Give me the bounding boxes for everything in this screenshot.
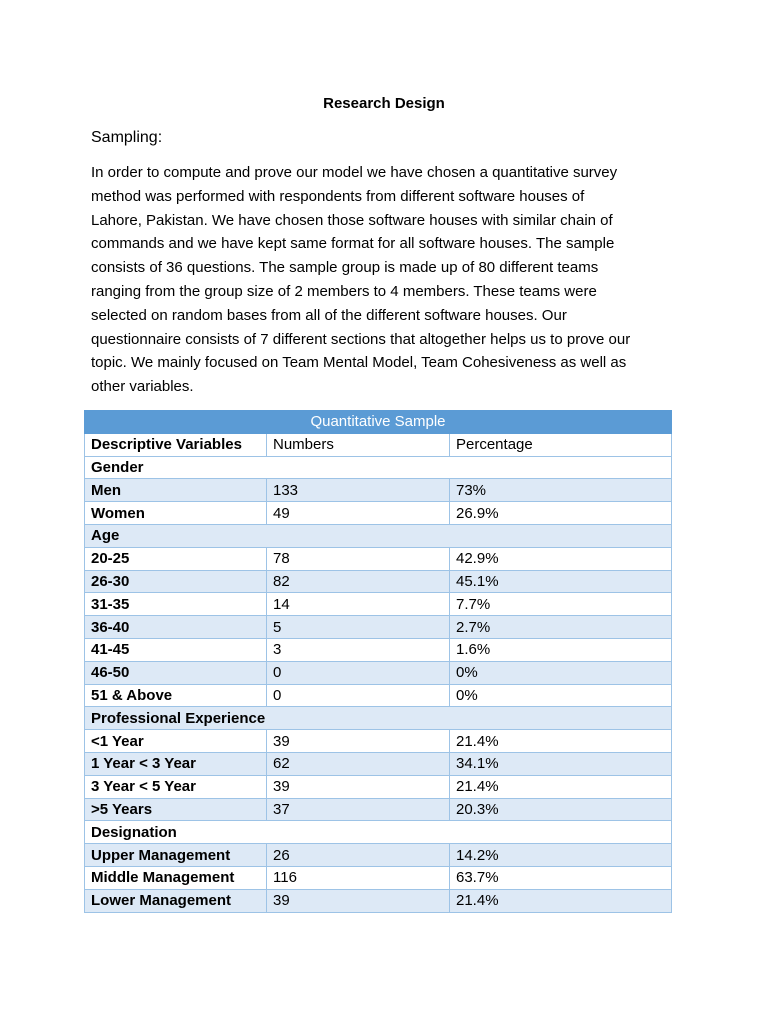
row-label: Women	[85, 502, 267, 525]
group-label: Professional Experience	[85, 707, 672, 730]
row-label: 26-30	[85, 570, 267, 593]
group-label: Designation	[85, 821, 672, 844]
row-percentage: 7.7%	[450, 593, 672, 616]
column-header-percentage: Percentage	[450, 433, 672, 456]
row-percentage: 26.9%	[450, 502, 672, 525]
body-paragraph	[91, 161, 683, 399]
group-label: Age	[85, 524, 672, 547]
table-row	[85, 502, 672, 525]
column-header-variables: Descriptive Variables	[85, 433, 267, 456]
row-number: 26	[267, 844, 450, 867]
row-label: 31-35	[85, 593, 267, 616]
row-label: 51 & Above	[85, 684, 267, 707]
table-row	[85, 730, 672, 753]
paragraph-line: ranging from the group size of 2 members to 4 members. These teams were	[91, 282, 597, 300]
row-label: Lower Management	[85, 889, 267, 912]
row-number: 0	[267, 684, 450, 707]
table-row	[85, 889, 672, 912]
paragraph-line: consists of 36 questions. The sample group is made up of 80 different teams	[91, 259, 599, 277]
row-number: 5	[267, 616, 450, 639]
row-number: 37	[267, 798, 450, 821]
table-group-row	[85, 821, 672, 844]
table-header-row	[85, 433, 672, 456]
row-percentage: 0%	[450, 684, 672, 707]
table-caption: Quantitative Sample	[85, 411, 672, 434]
row-percentage: 0%	[450, 661, 672, 684]
table-row	[85, 570, 672, 593]
page-title: Research Design	[323, 95, 445, 112]
row-number: 133	[267, 479, 450, 502]
row-label: <1 Year	[85, 730, 267, 753]
row-number: 49	[267, 502, 450, 525]
table-group-row	[85, 456, 672, 479]
row-label: 41-45	[85, 638, 267, 661]
paragraph-line: Lahore, Pakistan. We have chosen those software houses with similar chain of	[91, 211, 613, 229]
table-body	[85, 456, 672, 912]
row-number: 78	[267, 547, 450, 570]
row-number: 116	[267, 866, 450, 889]
row-percentage: 34.1%	[450, 752, 672, 775]
column-header-numbers: Numbers	[267, 433, 450, 456]
table-row	[85, 661, 672, 684]
table-row	[85, 752, 672, 775]
row-percentage: 20.3%	[450, 798, 672, 821]
table-row	[85, 616, 672, 639]
section-heading: Sampling:	[91, 129, 163, 146]
row-label: 36-40	[85, 616, 267, 639]
paragraph-line: questionnaire consists of 7 different sections that altogether helps us to prove our	[91, 330, 631, 348]
row-number: 62	[267, 752, 450, 775]
row-percentage: 2.7%	[450, 616, 672, 639]
row-number: 3	[267, 638, 450, 661]
table-group-row	[85, 707, 672, 730]
table-row	[85, 638, 672, 661]
group-label: Gender	[85, 456, 672, 479]
row-percentage: 21.4%	[450, 730, 672, 753]
paragraph-line: method was performed with respondents from different software houses of	[91, 187, 585, 205]
row-label: >5 Years	[85, 798, 267, 821]
row-number: 39	[267, 730, 450, 753]
row-percentage: 63.7%	[450, 866, 672, 889]
row-percentage: 14.2%	[450, 844, 672, 867]
row-percentage: 21.4%	[450, 889, 672, 912]
row-label: Middle Management	[85, 866, 267, 889]
row-label: 20-25	[85, 547, 267, 570]
table-row	[85, 547, 672, 570]
row-percentage: 1.6%	[450, 638, 672, 661]
row-number: 14	[267, 593, 450, 616]
row-number: 82	[267, 570, 450, 593]
table-group-row	[85, 524, 672, 547]
row-percentage: 42.9%	[450, 547, 672, 570]
table-caption-row	[85, 411, 672, 434]
table-row	[85, 593, 672, 616]
row-percentage: 73%	[450, 479, 672, 502]
paragraph-line: commands and we have kept same format for all software houses. The sample	[91, 235, 615, 253]
table-row	[85, 844, 672, 867]
row-percentage: 21.4%	[450, 775, 672, 798]
quantitative-sample-table	[84, 410, 672, 913]
row-label: Men	[85, 479, 267, 502]
paragraph-line: In order to compute and prove our model we have chosen a quantitative survey	[91, 164, 618, 181]
row-label: 3 Year < 5 Year	[85, 775, 267, 798]
row-label: 1 Year < 3 Year	[85, 752, 267, 775]
row-label: Upper Management	[85, 844, 267, 867]
row-number: 39	[267, 775, 450, 798]
table-row	[85, 866, 672, 889]
table-row	[85, 479, 672, 502]
table-row	[85, 775, 672, 798]
paragraph-line: selected on random bases from all of the different software houses. Our	[91, 306, 567, 324]
row-label: 46-50	[85, 661, 267, 684]
table-row	[85, 798, 672, 821]
paragraph-line: other variables.	[91, 378, 194, 396]
row-number: 39	[267, 889, 450, 912]
table-row	[85, 684, 672, 707]
row-percentage: 45.1%	[450, 570, 672, 593]
paragraph-line: topic. We mainly focused on Team Mental Model, Team Cohesiveness as well as	[91, 354, 627, 372]
row-number: 0	[267, 661, 450, 684]
